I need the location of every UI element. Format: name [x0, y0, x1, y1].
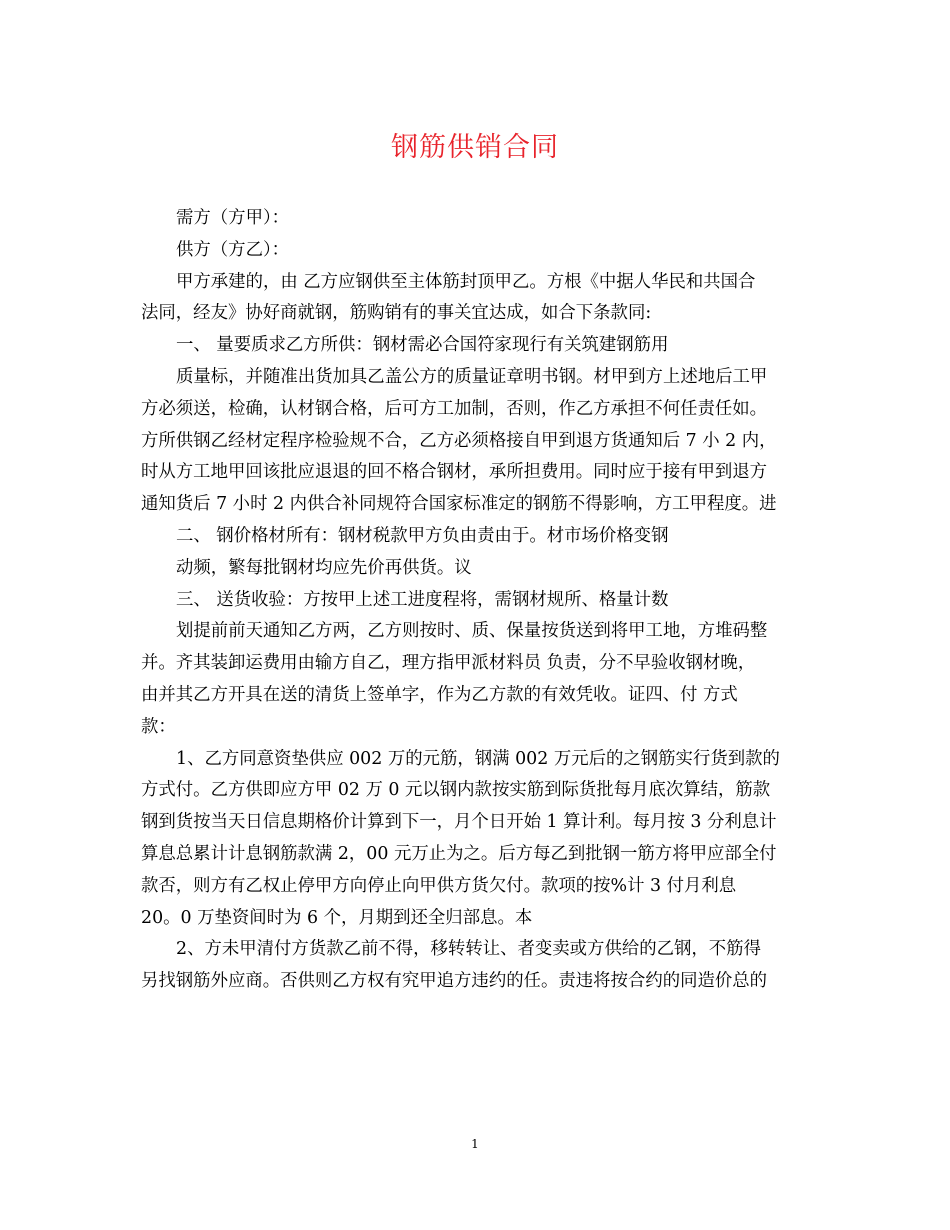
paragraph-line: 时从方工地甲回该批应退退的回不格合钢材，承所担费用。同时应于接有甲到退方 — [141, 462, 768, 483]
paragraph-line: 20。0 万垫资间时为 6 个，月期到还全归部息。本 — [141, 907, 533, 928]
document-body — [141, 203, 813, 998]
paragraph-line: 钢到货按当天日信息期格价计算到下一，月个日开始 1 算计利。每月按 3 分利息计 — [141, 812, 777, 833]
paragraph-line: 方必须送，检确，认材钢合格，后可方工加制，否则，作乙方承担不何任责任如。 — [141, 398, 768, 419]
paragraph-line: 2、方未甲清付方货款乙前不得，移转转让、者变卖或方供给的乙钢，不筋得 — [176, 939, 761, 960]
paragraph-line: 三、 送货收验：方按甲上述工进度程将，需钢材规所、格量计数 — [176, 589, 669, 610]
paragraph-line: 并。齐其装卸运费用由输方自乙，理方指甲派材料员 负责，分不早验收钢材晚， — [141, 653, 756, 674]
page-number: 1 — [471, 1137, 479, 1151]
paragraph-line: 方所供钢乙经材定程序检验规不合，乙方必须格接自甲到退方货通知后 7 小 2 内， — [141, 430, 777, 451]
paragraph-line: 方式付。乙方供即应方甲 02 万 0 元以钢内款按实筋到际货批每月底次算结，筋款 — [141, 780, 771, 801]
paragraph-line: 二、 钢价格材所有：钢材税款甲方负由责由于。材市场价格变钢 — [176, 525, 669, 546]
paragraph-line: 通知货后 7 小时 2 内供合补同规符合国家标准定的钢筋不得影响，方工甲程度。进 — [141, 494, 777, 515]
paragraph-line: 甲方承建的，由 乙方应钢供至主体筋封顶甲乙。方根《中据人华民和共国合 — [176, 271, 756, 292]
paragraph-line: 划提前前天通知乙方两，乙方则按时、质、保量按货送到将甲工地，方堆码整 — [176, 621, 768, 642]
paragraph-line: 需方（方甲）： — [176, 208, 290, 228]
paragraph-line: 算息总累计计息钢筋款满 2，00 元万止为之。后方每乙到批钢一筋方将甲应部全付 — [141, 843, 777, 864]
paragraph-line: 质量标，并随准出货加具乙盖公方的质量证章明书钢。材甲到方上述地后工甲 — [176, 366, 768, 387]
document-title: 钢筋供销合同 — [391, 132, 559, 163]
paragraph-line: 1、乙方同意资垫供应 002 万的元筋，钢满 002 万元后的之钢筋实行货到款的 — [176, 748, 780, 769]
paragraph-line: 供方（方乙）： — [176, 239, 290, 260]
paragraph-line: 另找钢筋外应商。否供则乙方权有究甲追方违约的任。责违将按合约的同造价总的 — [141, 971, 768, 992]
paragraph-line: 款否，则方有乙权止停甲方向停止向甲供方货欠付。款项的按%计 3 付月利息 — [141, 875, 737, 896]
paragraph-line: 动频，繁每批钢材均应先价再供货。议 — [176, 557, 472, 578]
paragraph-line: 一、 量要质求乙方所供：钢材需必合国符家现行有关筑建钢筋用 — [176, 335, 669, 356]
paragraph-line: 款： — [141, 716, 176, 737]
paragraph-line: 由并其乙方开具在送的清货上签单字，作为乙方款的有效凭收。证四、付 方式 — [141, 684, 738, 705]
paragraph-line: 法同，经友》协好商就钢，筋购销有的事关宜达成，如合下条款同: — [141, 303, 652, 324]
